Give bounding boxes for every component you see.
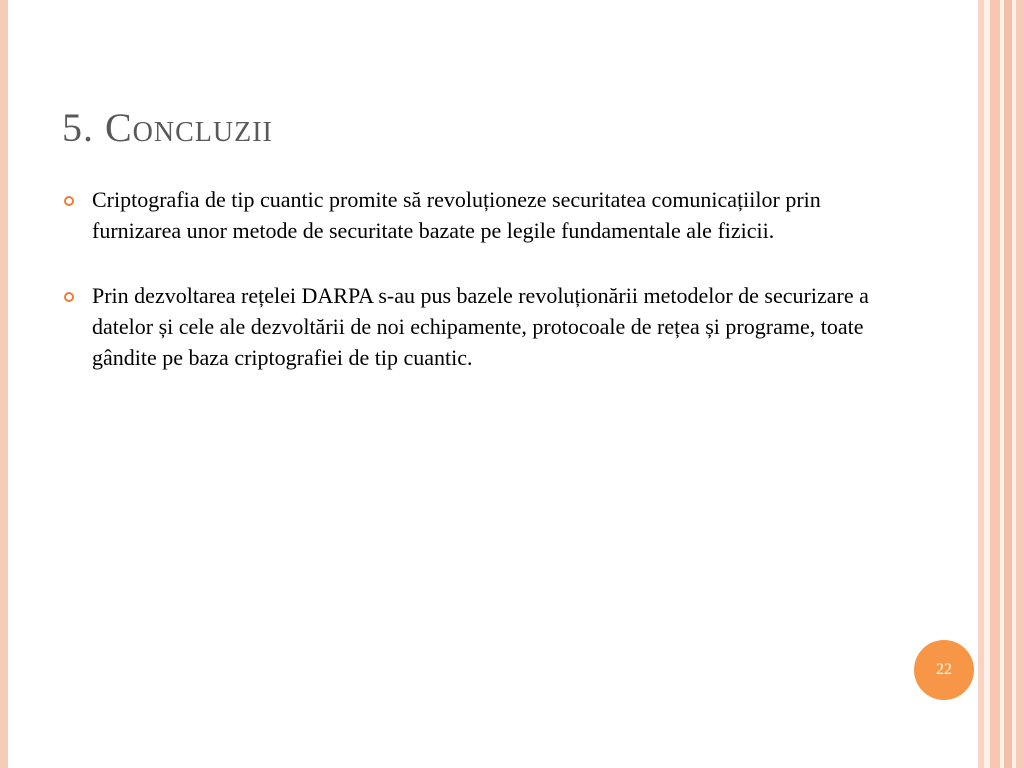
slide-title: 5. Concluzii bbox=[62, 105, 273, 150]
bullet-text: Criptografia de tip cuantic promite să revoluționeze securitatea comunicațiilor prin furnizarea unor metode de securitate bazate pe legile fundamentale ale fizicii. bbox=[92, 187, 821, 243]
stripe-5 bbox=[1004, 0, 1012, 768]
decorative-side-stripes bbox=[978, 0, 1024, 768]
page-number-badge: 22 bbox=[914, 640, 974, 700]
bullet-list bbox=[62, 184, 882, 407]
stripe-7 bbox=[1016, 0, 1024, 768]
bullet-text: Prin dezvoltarea rețelei DARPA s-au pus bazele revoluționării metodelor de securizare a datelor și cele ale dezvoltării de noi echipamente, protocoale de rețea și programe, toate gândite pe baza criptografiei de tip cuantic. bbox=[92, 283, 869, 370]
bullet-item bbox=[62, 280, 882, 373]
bullet-circle-icon bbox=[64, 196, 74, 206]
stripe-3 bbox=[990, 0, 1000, 768]
bullet-item bbox=[62, 184, 882, 246]
bullet-circle-icon bbox=[64, 292, 74, 302]
